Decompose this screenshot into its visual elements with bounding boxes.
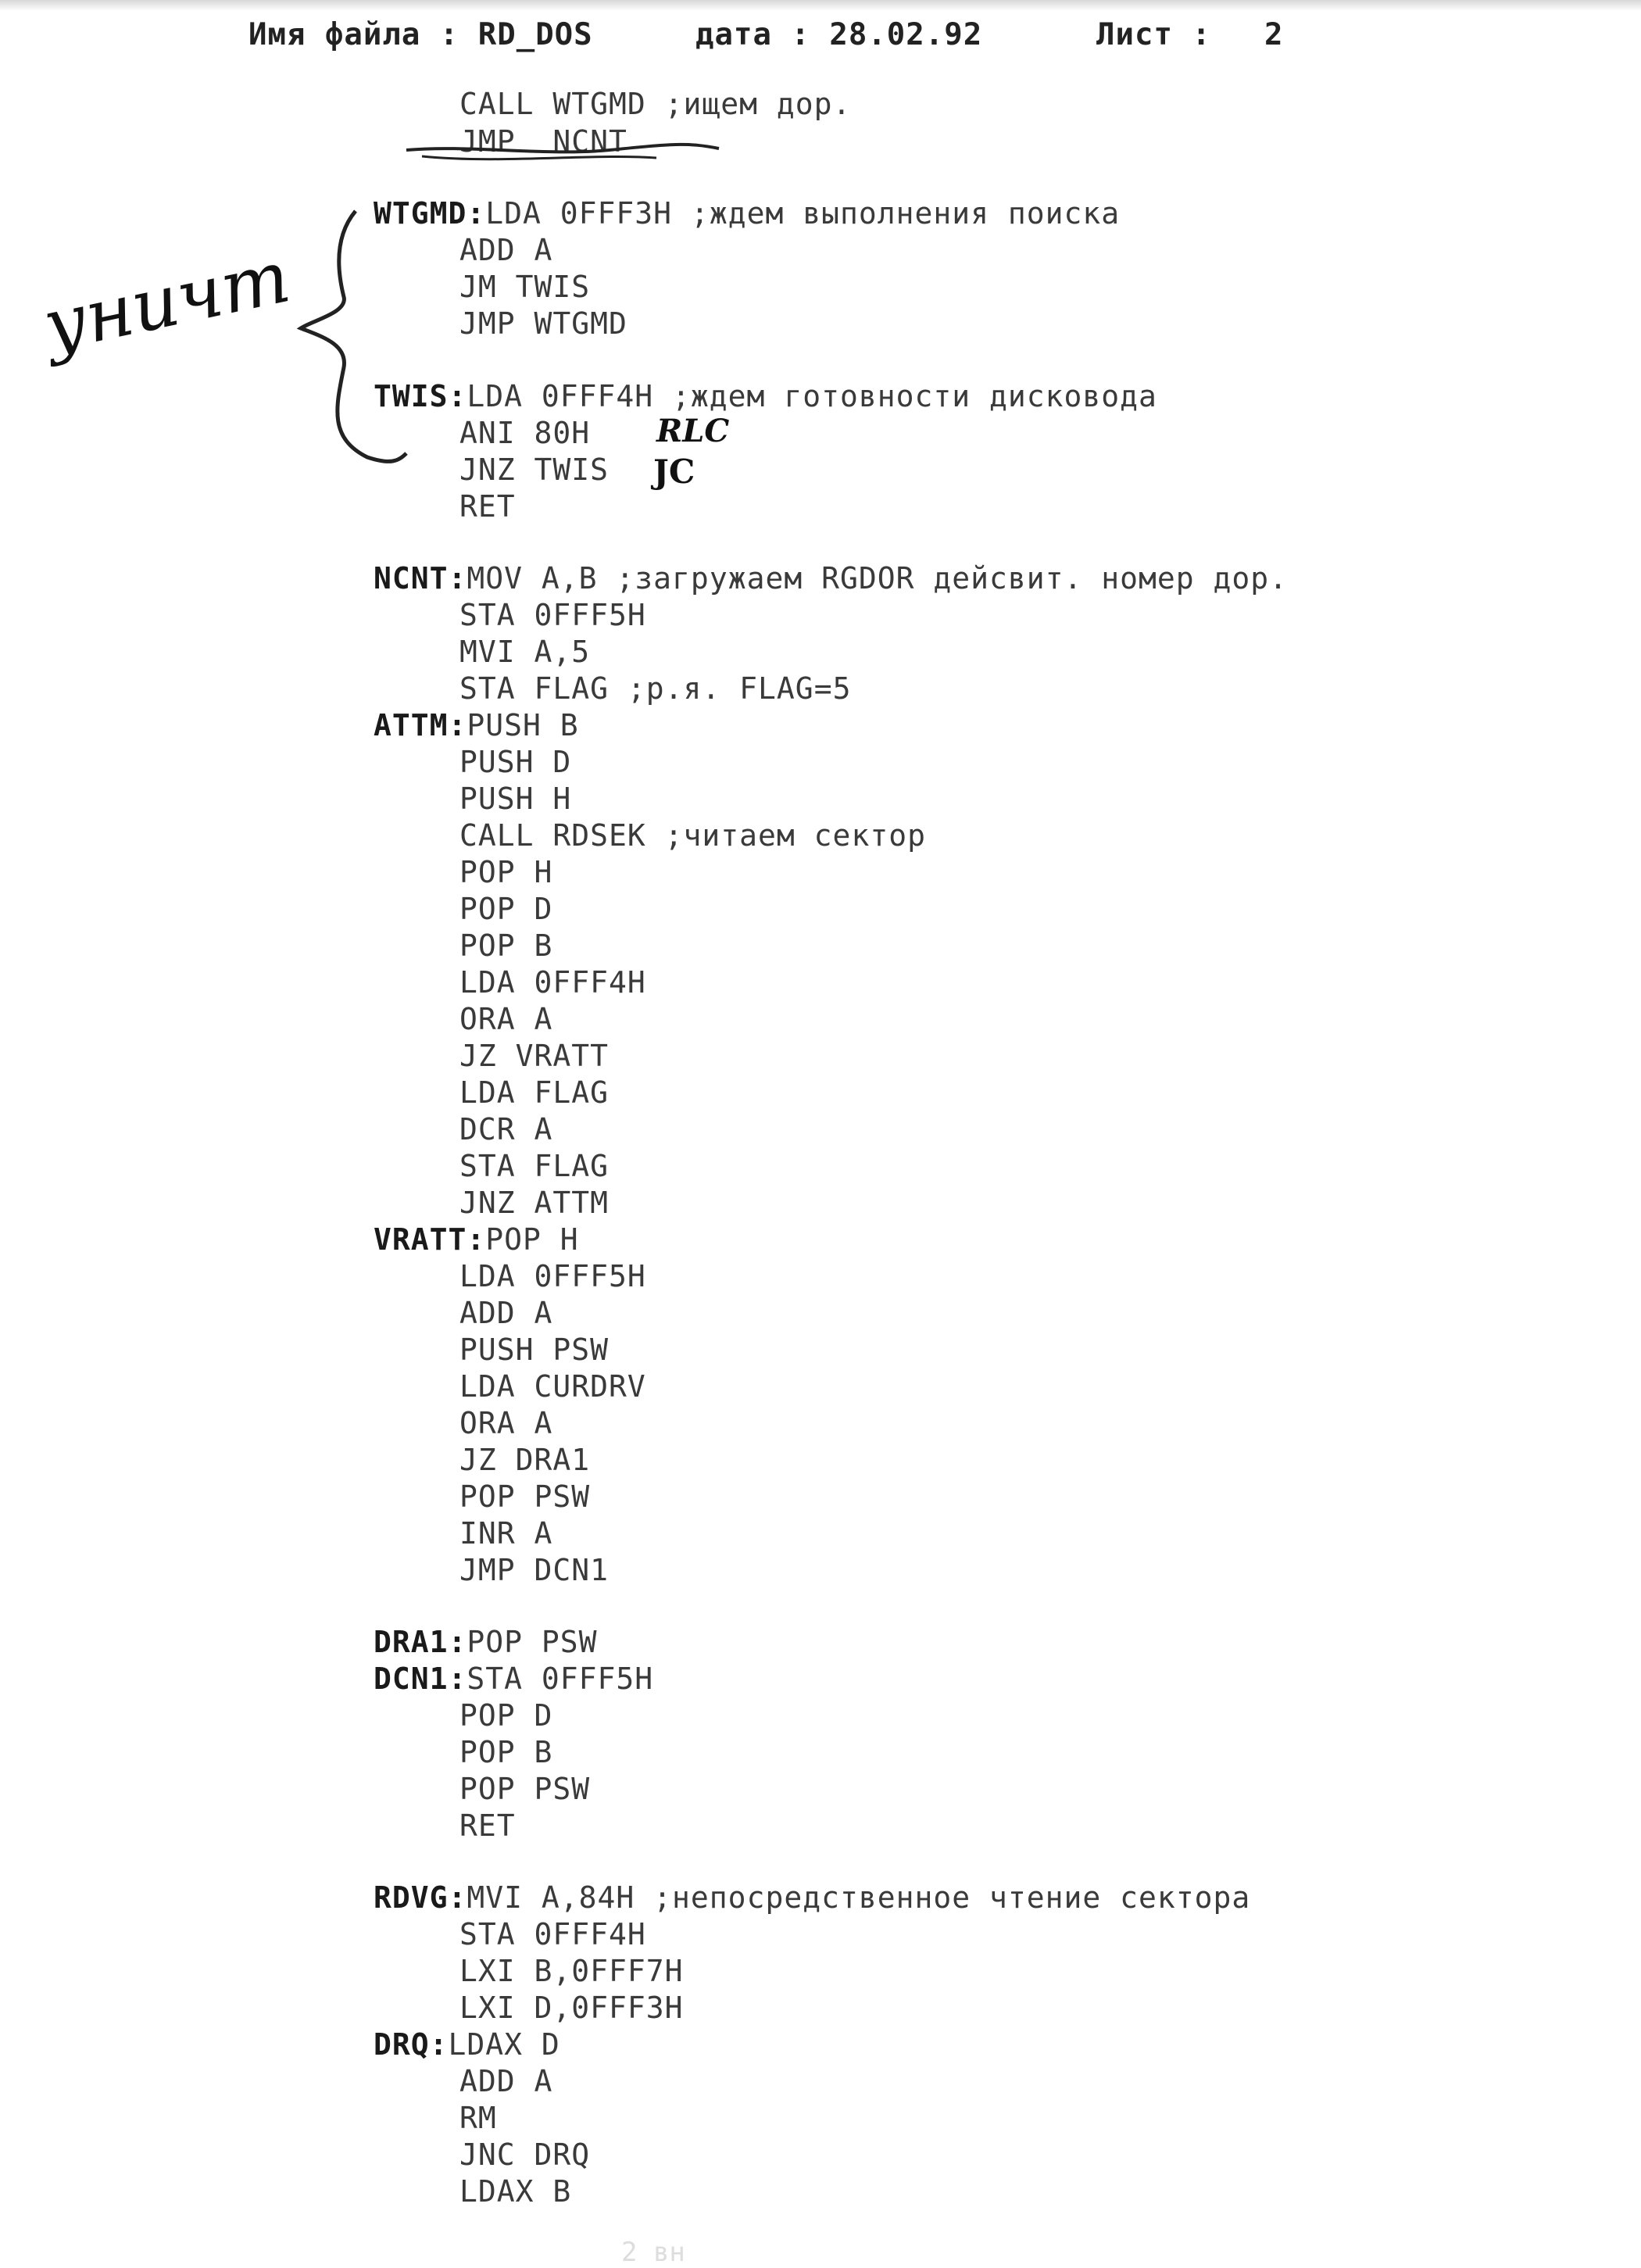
code-label: DRA1: [374, 1625, 467, 1659]
code-instruction: JNZ TWIS [459, 453, 610, 487]
code-label: DRQ: [374, 2027, 449, 2062]
code-instruction: RET [459, 489, 516, 524]
code-instruction: POP D [459, 1698, 553, 1733]
code-instruction: LDAX D [448, 2027, 560, 2062]
code-instruction: PUSH H [459, 782, 572, 816]
code-instruction: POP PSW [467, 1625, 598, 1659]
code-instruction: JZ VRATT [459, 1039, 610, 1073]
code-comment: ;ищем дор. [645, 87, 852, 121]
code-comment: ;ждем выполнения поиска [672, 196, 1121, 231]
code-instruction: RM [459, 2101, 497, 2135]
code-instruction: LXI B,0FFF7H [459, 1954, 684, 1988]
code-instruction: POP PSW [459, 1479, 591, 1514]
code-comment: ;ждем готовности дисковода [653, 379, 1157, 413]
code-instruction: STA FLAG [459, 1149, 610, 1183]
code-comment: ;р.я. FLAG=5 [609, 671, 852, 706]
code-instruction: JMP NCNT [459, 124, 627, 159]
file-name-label: Имя файла : RD_DOS [248, 17, 593, 52]
code-instruction: LDA FLAG [459, 1075, 610, 1110]
code-instruction: ADD A [459, 233, 553, 267]
code-instruction: STA 0FFF5H [467, 1662, 654, 1696]
note-rlc: RLC [656, 413, 730, 449]
code-instruction: LDA CURDRV [459, 1369, 646, 1404]
code-comment: ;читаем сектор [645, 818, 926, 853]
margin-note: уничт [36, 234, 297, 369]
code-instruction: POP B [459, 1735, 553, 1769]
code-instruction: MVI A,5 [459, 635, 591, 669]
code-instruction: LDA 0FFF4H [459, 965, 646, 1000]
code-instruction: CALL RDSEK [459, 818, 646, 853]
code-instruction: ADD A [459, 1296, 553, 1330]
code-instruction: ORA A [459, 1406, 553, 1440]
code-instruction: LDA 0FFF3H [485, 196, 673, 231]
code-instruction: PUSH D [459, 745, 572, 779]
code-instruction: POP D [459, 892, 553, 926]
code-instruction: JMP WTGMD [459, 306, 627, 341]
code-instruction: ORA A [459, 1002, 553, 1036]
code-instruction: STA FLAG [459, 671, 610, 706]
code-label: DCN1: [374, 1662, 467, 1696]
code-instruction: STA 0FFF5H [459, 598, 646, 632]
code-instruction: POP PSW [459, 1772, 591, 1806]
sheet-label: Лист : [1096, 17, 1211, 52]
code-instruction: LXI D,0FFF3H [459, 1991, 684, 2025]
code-label: ATTM: [374, 708, 467, 742]
code-instruction: PUSH PSW [459, 1333, 610, 1367]
date-label: дата : 28.02.92 [695, 17, 983, 52]
code-label: WTGMD: [374, 196, 486, 231]
code-label: TWIS: [374, 379, 467, 413]
code-instruction: MVI A,84H [467, 1880, 635, 1915]
code-instruction: JNZ ATTM [459, 1186, 610, 1220]
code-instruction: POP H [459, 855, 553, 889]
code-instruction: POP H [485, 1222, 579, 1257]
code-instruction: CALL WTGMD [459, 87, 646, 121]
code-label: NCNT: [374, 561, 467, 596]
code-instruction: LDA 0FFF4H [467, 379, 654, 413]
code-instruction: POP B [459, 928, 553, 963]
code-instruction: STA 0FFF4H [459, 1917, 646, 1951]
code-instruction: LDAX B [459, 2174, 572, 2209]
faint-footer-mark: 2 вн [621, 2237, 685, 2268]
code-instruction: LDA 0FFF5H [459, 1259, 646, 1293]
code-instruction: JMP DCN1 [459, 1553, 610, 1587]
code-label: VRATT: [374, 1222, 486, 1257]
code-instruction: ADD A [459, 2064, 553, 2098]
code-instruction: JM TWIS [459, 270, 591, 304]
code-instruction: JZ DRA1 [459, 1443, 591, 1477]
code-comment: ;загружаем RGDOR дейсвит. номер дор. [597, 561, 1289, 596]
code-instruction: RET [459, 1808, 516, 1843]
code-instruction: INR A [459, 1516, 553, 1551]
code-instruction: JNC DRQ [459, 2137, 591, 2172]
code-instruction: DCR A [459, 1112, 553, 1147]
code-instruction: ANI 80H [459, 416, 591, 450]
code-comment: ;непосредственное чтение сектора [635, 1880, 1251, 1915]
code-instruction: MOV A,B [467, 561, 598, 596]
sheet-number: 2 [1264, 17, 1284, 52]
code-label: RDVG: [374, 1880, 467, 1915]
code-instruction: PUSH B [467, 708, 579, 742]
note-jc: JC [653, 453, 695, 491]
